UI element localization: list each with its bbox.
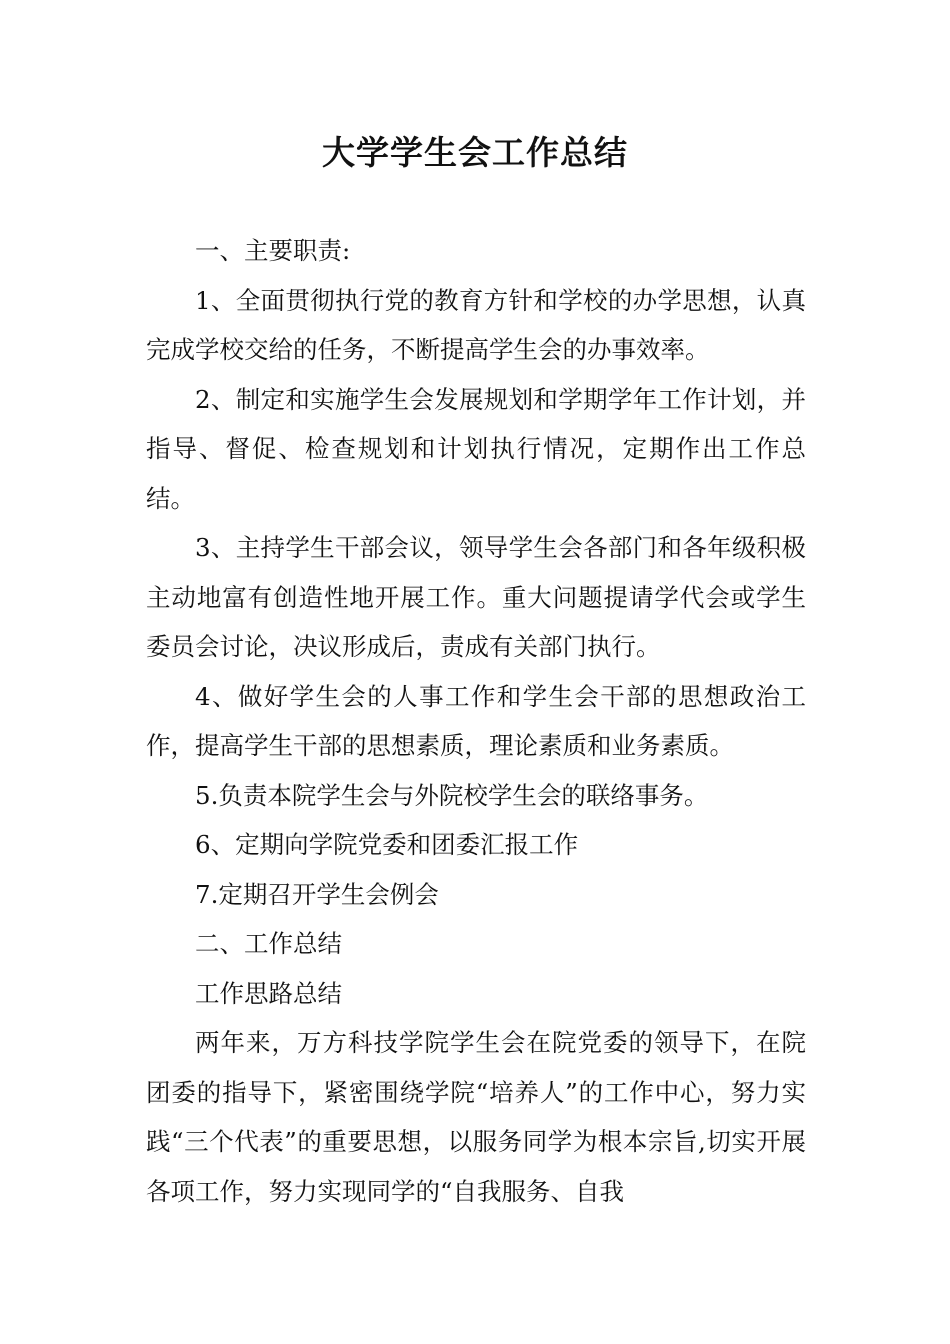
document-body: [146, 226, 806, 1216]
duty-item-2: 2、制定和实施学生会发展规划和学期学年工作计划，并指导、督促、检查规划和计划执行情况，定期作出工作总结。: [146, 384, 806, 513]
section-heading-summary: 二、工作总结: [195, 929, 342, 958]
duty-item-3: 3、主持学生干部会议，领导学生会各部门和各年级积极主动地富有创造性地开展工作。重大问题提请学代会或学生委员会讨论，决议形成后，责成有关部门执行。: [146, 533, 806, 661]
document-title: 大学学生会工作总结: [322, 133, 628, 172]
duty-item-1: 1、全面贯彻执行党的教育方针和学校的办学思想，认真完成学校交给的任务，不断提高学生会的办事效率。: [146, 285, 806, 364]
duty-item-5: 5.负责本院学生会与外院校学生会的联络事务。: [195, 780, 709, 810]
duty-item-6: 6、定期向学院党委和团委汇报工作: [195, 830, 579, 859]
duty-item-4: 4、做好学生会的人事工作和学生会干部的思想政治工作，提高学生干部的思想素质，理论素质和业务素质。: [146, 681, 806, 760]
subheading-work-approach: 工作思路总结: [195, 978, 342, 1008]
section-heading-duties: 一、主要职责:: [195, 236, 351, 265]
duty-item-7: 7.定期召开学生会例会: [195, 879, 439, 909]
summary-paragraph: 两年来，万方科技学院学生会在院党委的领导下，在院团委的指导下，紧密围绕学院“培养人”的工作中心，努力实践“三个代表”的重要思想，以服务同学为根本宗旨,切实开展各项工作，努力实现同学的“自我服务、自我: [146, 1028, 806, 1206]
